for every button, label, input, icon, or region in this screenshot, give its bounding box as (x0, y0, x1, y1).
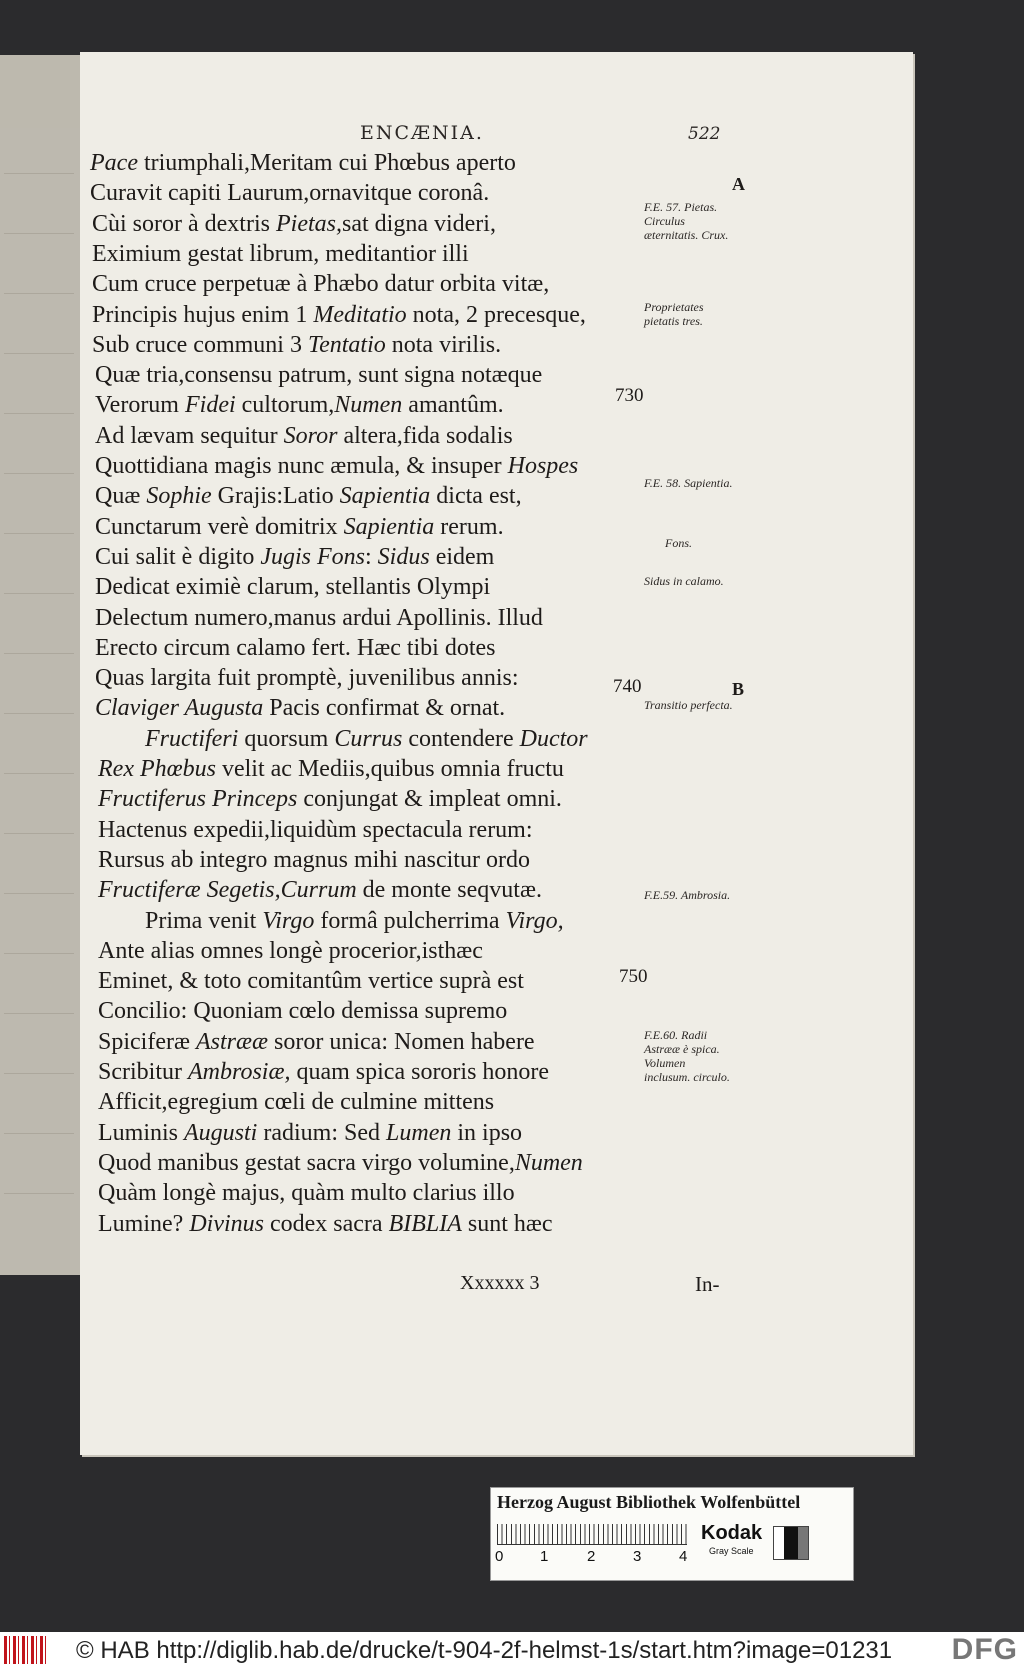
verse-line (98, 1089, 494, 1119)
text-run: quorsum (238, 725, 335, 752)
margin-gloss: Proprietates pietatis tres. (644, 300, 704, 328)
text-run: in ipso (451, 1119, 523, 1146)
verse-line (95, 605, 543, 635)
text-run: sunt hæc (461, 1210, 553, 1237)
italic-run: Sapientia (339, 483, 431, 510)
bleed-line (4, 635, 74, 654)
italic-run: Fructiferæ Segetis,Currum (98, 877, 357, 904)
bleed-line (4, 335, 74, 354)
facing-page-bleed (0, 55, 82, 1275)
line-number: 750 (619, 966, 648, 987)
gray-swatch (773, 1526, 809, 1560)
text-run: triumphali,Meritam cui Phœbus aperto (137, 150, 516, 176)
italic-run: Fructiferus Princeps (98, 786, 298, 813)
text-run: Eminet, & toto comitantûm vertice suprà est (98, 968, 524, 995)
verse-line (98, 817, 533, 847)
text-run: de monte seqvutæ. (356, 877, 542, 904)
ruler-tick-label: 0 (495, 1548, 504, 1565)
page-header (80, 122, 913, 152)
text-run: Cunctarum verè domitrix (95, 513, 344, 540)
text-run: Quottidiana magis nunc æmula, & insuper (95, 453, 508, 479)
bleed-line (4, 575, 74, 594)
italic-run: Fidei (184, 392, 236, 419)
bleed-line (4, 875, 74, 894)
margin-gloss: Fons. (665, 536, 692, 550)
text-run: altera,fida sodalis (337, 422, 513, 449)
italic-run: Rex Phœbus (98, 756, 216, 782)
italic-run: BIBLIA (388, 1210, 462, 1237)
text-run: codex sacra (263, 1210, 389, 1237)
bleed-line (4, 215, 74, 234)
italic-run: Tentatio (307, 331, 386, 358)
verse-line (98, 756, 564, 786)
verse-line (98, 968, 524, 998)
verse-line (92, 332, 501, 362)
text-run: Spiciferæ (98, 1028, 196, 1055)
verse-line (95, 695, 505, 725)
italic-run: Meditatio (313, 301, 407, 328)
dfg-logo: DFG (951, 1633, 1018, 1666)
ruler-tick-label: 4 (679, 1548, 688, 1565)
section-marker-a: A (732, 174, 745, 194)
verse-line (98, 1029, 535, 1059)
text-run: rerum. (434, 513, 504, 540)
text-run: Concilio: Quoniam cœlo demissa supremo (98, 998, 508, 1025)
text-run: Pacis confirmat & ornat. (263, 695, 506, 722)
ruler (497, 1524, 687, 1545)
verse-line (95, 635, 496, 665)
ruler-tick-label: 2 (587, 1548, 596, 1565)
italic-run: Numen (334, 392, 403, 419)
margin-gloss: F.E.59. Ambrosia. (644, 888, 731, 902)
line-number: 730 (615, 385, 644, 406)
text-run: : (365, 543, 378, 570)
italic-run: Sophie (146, 483, 212, 510)
margin-gloss: F.E. 58. Sapientia. (644, 476, 733, 490)
verse-line (95, 665, 519, 695)
text-run: nota virilis. (385, 331, 502, 358)
verse-line (98, 877, 542, 907)
verse-line (98, 938, 483, 968)
text-run: Rursus ab integro magnus mihi nascitur ordo (98, 846, 530, 873)
text-run: quam spica sororis honore (290, 1059, 550, 1085)
italic-run: Numen (514, 1149, 583, 1176)
viewer-footer (0, 1632, 1024, 1668)
verse-line (98, 847, 530, 877)
text-run: Quàm longè majus, quàm multo clarius illo (98, 1180, 515, 1207)
bleed-line (4, 275, 74, 294)
barcode-icon (4, 1636, 48, 1664)
text-run: Dedicat eximiè clarum, stellantis Olympi (95, 574, 491, 601)
bleed-line (4, 1175, 74, 1194)
verse-line (98, 998, 507, 1028)
text-run: Curavit capiti Laurum,ornavitque coronâ. (90, 180, 490, 207)
italic-run: Jugis Fons (260, 543, 365, 570)
text-run: Prima venit (145, 907, 263, 934)
bleed-line (4, 935, 74, 954)
text-run: Erecto circum calamo fert. Hæc tibi dotes (95, 634, 496, 661)
text-run: Ad lævam sequitur (95, 422, 284, 449)
text-run: amantûm. (402, 392, 504, 419)
text-run: formâ pulcherrima (314, 907, 506, 934)
verse-line (95, 574, 490, 604)
text-run: sat digna videri, (341, 210, 496, 237)
verse-line (95, 544, 494, 574)
text-run: cultorum, (235, 392, 335, 419)
text-run: Verorum (95, 392, 185, 419)
text-run: Lumine? (98, 1210, 190, 1237)
verse-line (98, 1120, 522, 1150)
text-run: Hactenus expedii,liquidùm spectacula rerum: (98, 816, 533, 843)
verse-line (98, 1059, 549, 1089)
text-run: Quas largita fuit promptè, juvenilibus annis: (95, 665, 519, 692)
verse-line (95, 362, 542, 392)
text-run: Cùi soror à dextris (92, 210, 276, 237)
bleed-line (4, 155, 74, 174)
italic-run: Astrææ (195, 1028, 269, 1055)
kodak-logo: Kodak (701, 1522, 763, 1544)
text-run: contendere (402, 725, 520, 752)
italic-run: Virgo (262, 907, 315, 934)
verse-line (98, 1150, 583, 1180)
verse-line (145, 908, 564, 938)
italic-run: Currus (334, 725, 403, 752)
verse-line (98, 786, 562, 816)
text-run: Cum cruce perpetuæ à Phæbo datur orbita vitæ, (92, 271, 550, 298)
bleed-line (4, 1115, 74, 1134)
italic-run: Fructiferi (145, 725, 239, 752)
bleed-line (4, 395, 74, 414)
text-run: dicta est, (430, 483, 522, 510)
text-run: Cui salit è digito (95, 543, 261, 570)
verse-line (145, 726, 588, 756)
verse-line (95, 483, 522, 513)
margin-gloss: F.E. 57. Pietas. Circulus æternitatis. Crux. (644, 200, 729, 242)
bleed-line (4, 455, 74, 474)
italic-run: Pace (90, 150, 138, 176)
italic-run: Hospes (507, 453, 579, 479)
margin-gloss: Sidus in calamo. (644, 574, 724, 588)
verse-line (95, 514, 504, 544)
text-run: Ante alias omnes longè procerior,isthæc (98, 937, 483, 964)
text-run: Sub cruce communi 3 (92, 331, 308, 358)
text-run: Principis hujus enim 1 (92, 301, 314, 328)
italic-run: Sidus (377, 543, 430, 570)
text-run: radium: Sed (257, 1119, 387, 1146)
text-run: Afficit,egregium cœli de culmine mittens (98, 1089, 495, 1116)
verse-line (92, 211, 496, 241)
text-run: Quæ tria,consensu patrum, sunt signa notæque (95, 362, 543, 389)
italic-run: Soror (283, 422, 338, 449)
text-run: nota, 2 precesque, (406, 301, 586, 328)
verse-line (90, 150, 516, 180)
section-marker-b: B (732, 679, 745, 699)
bleed-line (4, 695, 74, 714)
italic-run: Ductor (519, 725, 588, 752)
signature-mark: Xxxxxx 3 (460, 1272, 540, 1294)
text-run: conjungat & impleat omni. (297, 786, 562, 813)
gray-scale-label: Gray Scale (709, 1546, 754, 1556)
italic-run: Ambrosiæ, (188, 1059, 291, 1085)
bleed-line (4, 755, 74, 774)
book-page (80, 52, 913, 1455)
text-run: eidem (429, 543, 495, 570)
text-run: velit ac Mediis,quibus omnia fructu (215, 756, 564, 782)
italic-run: Augusti (184, 1119, 258, 1146)
verse-line (92, 271, 549, 301)
verse-line (92, 241, 469, 271)
margin-gloss: Transitio perfecta. (644, 698, 733, 712)
line-number: 740 (613, 676, 642, 697)
bleed-line (4, 995, 74, 1014)
bleed-line (4, 515, 74, 534)
ruler-tick-label: 1 (540, 1548, 549, 1565)
verse-line (92, 302, 586, 332)
verse-line (95, 423, 513, 453)
page-number: 522 (688, 124, 721, 144)
verse-line (98, 1211, 553, 1241)
bleed-line (4, 815, 74, 834)
verse-line (95, 453, 578, 483)
catchword: In- (695, 1272, 720, 1296)
verse-line (98, 1180, 515, 1210)
italic-run: Sapientia (343, 513, 435, 540)
italic-run: Claviger Augusta (95, 695, 264, 722)
ruler-tick-label: 3 (633, 1548, 642, 1565)
text-run: soror unica: Nomen habere (268, 1028, 535, 1055)
italic-run: Divinus (189, 1210, 264, 1237)
text-run: Delectum numero,manus ardui Apollinis. Illud (95, 604, 543, 631)
color-scale-card (490, 1487, 854, 1581)
text-run: Grajis:Latio (211, 483, 340, 510)
verse-line (95, 392, 504, 422)
running-head: ENCÆNIA. (360, 122, 484, 144)
italic-run: Pietas, (275, 210, 342, 237)
text-run: Scribitur (98, 1059, 188, 1085)
source-credit: © HAB http://diglib.hab.de/drucke/t-904-2f-helmst-1s/start.htm?image=01231 (76, 1637, 893, 1664)
italic-run: Lumen (386, 1119, 452, 1146)
text-run: Quod manibus gestat sacra virgo volumine, (98, 1149, 515, 1176)
library-name: Herzog August Bibliothek Wolfenbüttel (497, 1492, 801, 1512)
text-run: Eximium gestat librum, meditantior illi (92, 240, 469, 267)
bleed-line (4, 1055, 74, 1074)
margin-gloss: F.E.60. Radii Astrææ è spica. Volumen inclusum. circulo. (644, 1028, 730, 1084)
italic-run: Virgo, (505, 907, 564, 934)
verse-line (90, 180, 489, 210)
text-run: Luminis (98, 1119, 185, 1146)
text-run: Quæ (95, 483, 147, 510)
